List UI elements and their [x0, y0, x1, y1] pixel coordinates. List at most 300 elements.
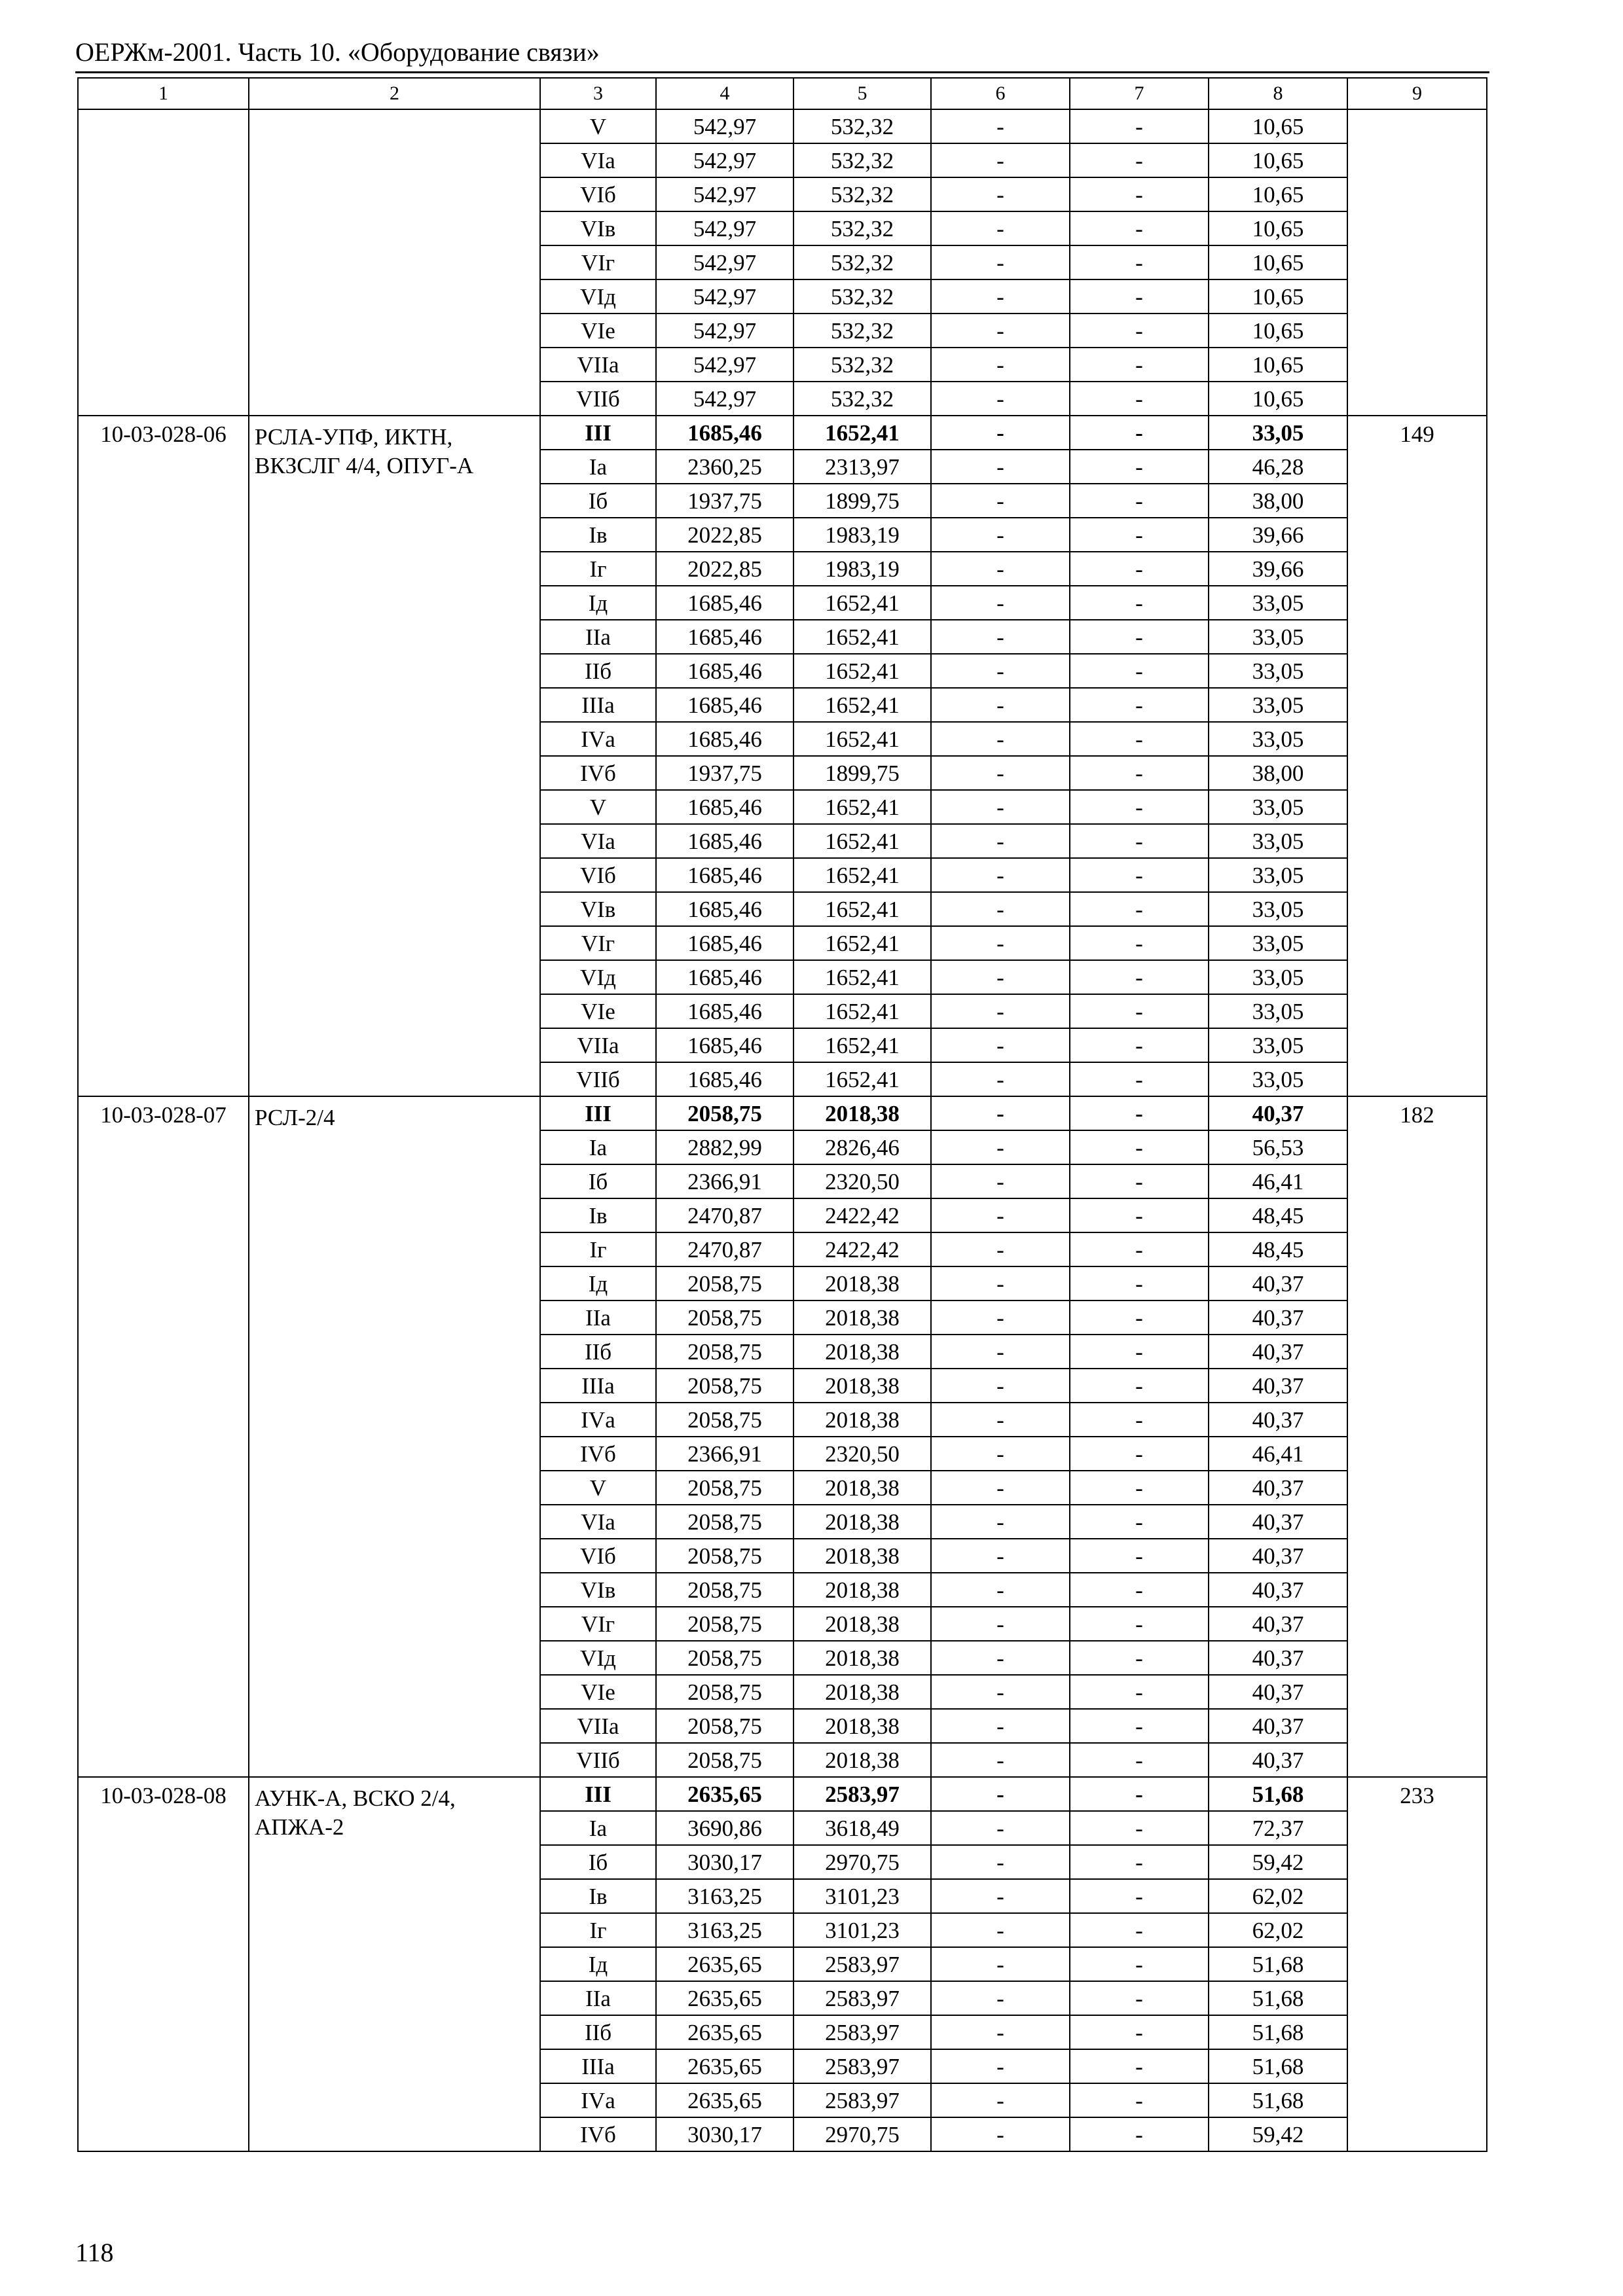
- zone-cell: IVб: [540, 1437, 656, 1471]
- col7-cell: -: [1070, 688, 1209, 722]
- zone-cell: IIа: [540, 1981, 656, 2015]
- col7-cell: -: [1070, 552, 1209, 586]
- col4-cell: 2022,85: [656, 552, 793, 586]
- col4-cell: 542,97: [656, 348, 793, 382]
- col8-cell: 62,02: [1209, 1913, 1347, 1947]
- table-row: [78, 1096, 1487, 1130]
- col7-cell: -: [1070, 960, 1209, 994]
- col7-cell: -: [1070, 1062, 1209, 1096]
- col6-cell: -: [931, 1879, 1070, 1913]
- col4-cell: 2058,75: [656, 1607, 793, 1641]
- col6-cell: -: [931, 1539, 1070, 1573]
- col7-cell: -: [1070, 1096, 1209, 1130]
- col6-cell: -: [931, 109, 1070, 143]
- col6-cell: -: [931, 756, 1070, 790]
- zone-cell: Iд: [540, 1266, 656, 1300]
- col4-cell: 1685,46: [656, 722, 793, 756]
- zone-cell: VIб: [540, 858, 656, 892]
- col4-cell: 2022,85: [656, 518, 793, 552]
- zone-cell: VIа: [540, 143, 656, 177]
- col6-cell: -: [931, 1198, 1070, 1232]
- zone-cell: V: [540, 790, 656, 824]
- col4-cell: 2058,75: [656, 1300, 793, 1335]
- col8-cell: 48,45: [1209, 1198, 1347, 1232]
- col5-cell: 2583,97: [793, 2083, 931, 2117]
- col5-cell: 2970,75: [793, 2117, 931, 2151]
- col5-cell: 2018,38: [793, 1300, 931, 1335]
- col8-cell: 40,37: [1209, 1607, 1347, 1641]
- zone-cell: IVа: [540, 2083, 656, 2117]
- col7-cell: -: [1070, 994, 1209, 1028]
- col5-cell: 2583,97: [793, 2049, 931, 2083]
- col4-cell: 2470,87: [656, 1198, 793, 1232]
- col5-cell: 532,32: [793, 279, 931, 314]
- col4-cell: 542,97: [656, 211, 793, 245]
- col7-cell: -: [1070, 1743, 1209, 1777]
- zone-cell: Iа: [540, 450, 656, 484]
- col4-cell: 2058,75: [656, 1573, 793, 1607]
- table-body: [78, 78, 1487, 2151]
- col6-cell: -: [931, 2015, 1070, 2049]
- col4-cell: 2058,75: [656, 1403, 793, 1437]
- col6-cell: -: [931, 1743, 1070, 1777]
- col7-cell: -: [1070, 2015, 1209, 2049]
- col6-cell: -: [931, 1913, 1070, 1947]
- col5-cell: 2018,38: [793, 1403, 931, 1437]
- col4-cell: 2058,75: [656, 1266, 793, 1300]
- col5-cell: 2583,97: [793, 2015, 931, 2049]
- col7-cell: -: [1070, 1028, 1209, 1062]
- zone-cell: VIIа: [540, 348, 656, 382]
- col4-cell: 1685,46: [656, 1062, 793, 1096]
- column-number: 1: [78, 78, 249, 109]
- col5-cell: 2826,46: [793, 1130, 931, 1164]
- col5-cell: 1652,41: [793, 790, 931, 824]
- col4-cell: 2635,65: [656, 1981, 793, 2015]
- col8-cell: 51,68: [1209, 2015, 1347, 2049]
- zone-cell: VIб: [540, 177, 656, 211]
- item-code-cell: [78, 109, 249, 416]
- col8-cell: 33,05: [1209, 926, 1347, 960]
- col8-cell: 39,66: [1209, 518, 1347, 552]
- zone-cell: VIIа: [540, 1709, 656, 1743]
- col5-cell: 2018,38: [793, 1641, 931, 1675]
- column-number: 4: [656, 78, 793, 109]
- col5-cell: 2018,38: [793, 1539, 931, 1573]
- col7-cell: -: [1070, 1164, 1209, 1198]
- col5-cell: 1652,41: [793, 858, 931, 892]
- col5-cell: 2583,97: [793, 1981, 931, 2015]
- col6-cell: -: [931, 1471, 1070, 1505]
- col8-cell: 10,65: [1209, 143, 1347, 177]
- col5-cell: 2018,38: [793, 1369, 931, 1403]
- col4-cell: 1685,46: [656, 926, 793, 960]
- zone-cell: IIа: [540, 1300, 656, 1335]
- col5-cell: 1652,41: [793, 416, 931, 450]
- col6-cell: -: [931, 1811, 1070, 1845]
- col4-cell: 2470,87: [656, 1232, 793, 1266]
- col8-cell: 59,42: [1209, 1845, 1347, 1879]
- col8-cell: 10,65: [1209, 177, 1347, 211]
- col5-cell: 2422,42: [793, 1232, 931, 1266]
- zone-cell: VIг: [540, 245, 656, 279]
- zone-cell: Iа: [540, 1130, 656, 1164]
- col5-cell: 532,32: [793, 177, 931, 211]
- col6-cell: -: [931, 1437, 1070, 1471]
- col7-cell: -: [1070, 1130, 1209, 1164]
- col6-cell: -: [931, 484, 1070, 518]
- column-number-row: [78, 78, 1487, 109]
- col5-cell: 2583,97: [793, 1947, 931, 1981]
- zone-cell: Iв: [540, 1198, 656, 1232]
- col4-cell: 2882,99: [656, 1130, 793, 1164]
- col6-cell: -: [931, 620, 1070, 654]
- col7-cell: -: [1070, 2049, 1209, 2083]
- col7-cell: -: [1070, 1335, 1209, 1369]
- col6-cell: -: [931, 1335, 1070, 1369]
- item-name-cell: РСЛА-УПФ, ИКТН, ВКЗСЛГ 4/4, ОПУГ-А: [249, 416, 540, 1096]
- col5-cell: 1652,41: [793, 688, 931, 722]
- col6-cell: -: [931, 2083, 1070, 2117]
- col7-cell: -: [1070, 756, 1209, 790]
- col4-cell: 3690,86: [656, 1811, 793, 1845]
- zone-cell: IIIа: [540, 1369, 656, 1403]
- col5-cell: 2313,97: [793, 450, 931, 484]
- col7-cell: -: [1070, 1437, 1209, 1471]
- col6-cell: -: [931, 1947, 1070, 1981]
- col6-cell: -: [931, 1607, 1070, 1641]
- col7-cell: -: [1070, 245, 1209, 279]
- zone-cell: IIб: [540, 1335, 656, 1369]
- zone-cell: Iб: [540, 1845, 656, 1879]
- col4-cell: 1685,46: [656, 960, 793, 994]
- col7-cell: -: [1070, 1709, 1209, 1743]
- col4-cell: 2366,91: [656, 1437, 793, 1471]
- col6-cell: -: [931, 518, 1070, 552]
- col6-cell: -: [931, 382, 1070, 416]
- col8-cell: 40,37: [1209, 1641, 1347, 1675]
- zone-cell: IIб: [540, 2015, 656, 2049]
- col4-cell: 542,97: [656, 314, 793, 348]
- col7-cell: -: [1070, 926, 1209, 960]
- col7-cell: -: [1070, 824, 1209, 858]
- col5-cell: 532,32: [793, 314, 931, 348]
- col6-cell: -: [931, 1981, 1070, 2015]
- col7-cell: -: [1070, 143, 1209, 177]
- col6-cell: -: [931, 1709, 1070, 1743]
- col7-cell: -: [1070, 722, 1209, 756]
- col6-cell: -: [931, 348, 1070, 382]
- col6-cell: -: [931, 926, 1070, 960]
- col4-cell: 1685,46: [656, 586, 793, 620]
- col6-cell: -: [931, 211, 1070, 245]
- col4-cell: 2058,75: [656, 1369, 793, 1403]
- col4-cell: 1685,46: [656, 790, 793, 824]
- col5-cell: 532,32: [793, 348, 931, 382]
- table-row: [78, 109, 1487, 143]
- col5-cell: 2018,38: [793, 1573, 931, 1607]
- col5-cell: 2018,38: [793, 1675, 931, 1709]
- zone-cell: VIв: [540, 211, 656, 245]
- col4-cell: 1685,46: [656, 620, 793, 654]
- col5-cell: 3101,23: [793, 1913, 931, 1947]
- col5-cell: 532,32: [793, 143, 931, 177]
- col6-cell: -: [931, 586, 1070, 620]
- col6-cell: -: [931, 1096, 1070, 1130]
- col8-cell: 38,00: [1209, 756, 1347, 790]
- col8-cell: 40,37: [1209, 1675, 1347, 1709]
- col4-cell: 542,97: [656, 109, 793, 143]
- col8-cell: 33,05: [1209, 960, 1347, 994]
- zone-cell: VIIб: [540, 382, 656, 416]
- col4-cell: 2058,75: [656, 1096, 793, 1130]
- col8-cell: 40,37: [1209, 1709, 1347, 1743]
- col8-cell: 33,05: [1209, 654, 1347, 688]
- col7-cell: -: [1070, 1573, 1209, 1607]
- col6-cell: -: [931, 245, 1070, 279]
- col5-cell: 532,32: [793, 245, 931, 279]
- col4-cell: 1685,46: [656, 994, 793, 1028]
- col7-cell: -: [1070, 1981, 1209, 2015]
- col7-cell: -: [1070, 348, 1209, 382]
- col4-cell: 1685,46: [656, 892, 793, 926]
- col5-cell: 2422,42: [793, 1198, 931, 1232]
- col4-cell: 542,97: [656, 382, 793, 416]
- zone-cell: VIв: [540, 892, 656, 926]
- col5-cell: 532,32: [793, 109, 931, 143]
- col4-cell: 1685,46: [656, 654, 793, 688]
- col7-cell: -: [1070, 484, 1209, 518]
- zone-cell: IIб: [540, 654, 656, 688]
- zone-cell: III: [540, 1096, 656, 1130]
- zone-cell: Iб: [540, 484, 656, 518]
- col8-cell: 40,37: [1209, 1369, 1347, 1403]
- col7-cell: -: [1070, 858, 1209, 892]
- col4-cell: 1937,75: [656, 756, 793, 790]
- zone-cell: Iв: [540, 518, 656, 552]
- col6-cell: -: [931, 279, 1070, 314]
- col8-cell: 72,37: [1209, 1811, 1347, 1845]
- col6-cell: -: [931, 1505, 1070, 1539]
- col7-cell: -: [1070, 1471, 1209, 1505]
- col7-cell: -: [1070, 2083, 1209, 2117]
- col5-cell: 2018,38: [793, 1471, 931, 1505]
- col5-cell: 1652,41: [793, 586, 931, 620]
- column-number: 5: [793, 78, 931, 109]
- col7-cell: -: [1070, 1539, 1209, 1573]
- item-code-cell: 10-03-028-07: [78, 1096, 249, 1777]
- col5-cell: 3101,23: [793, 1879, 931, 1913]
- col4-cell: 1685,46: [656, 688, 793, 722]
- col7-cell: -: [1070, 1505, 1209, 1539]
- col7-cell: -: [1070, 1879, 1209, 1913]
- zone-cell: III: [540, 416, 656, 450]
- col5-cell: 2018,38: [793, 1266, 931, 1300]
- col7-cell: -: [1070, 1369, 1209, 1403]
- item-name-cell: АУНК-А, ВСКО 2/4, АПЖА-2: [249, 1777, 540, 2151]
- zone-cell: VIа: [540, 824, 656, 858]
- col8-cell: 10,65: [1209, 109, 1347, 143]
- column-number: 6: [931, 78, 1070, 109]
- zone-cell: VIг: [540, 1607, 656, 1641]
- zone-cell: Iд: [540, 586, 656, 620]
- col6-cell: -: [931, 688, 1070, 722]
- col6-cell: -: [931, 994, 1070, 1028]
- zone-cell: Iг: [540, 1232, 656, 1266]
- col8-cell: 51,68: [1209, 2083, 1347, 2117]
- col7-cell: -: [1070, 1777, 1209, 1811]
- zone-cell: VIIа: [540, 1028, 656, 1062]
- col5-cell: 2320,50: [793, 1437, 931, 1471]
- col5-cell: 2018,38: [793, 1505, 931, 1539]
- col8-cell: 33,05: [1209, 416, 1347, 450]
- col8-cell: 51,68: [1209, 2049, 1347, 2083]
- zone-cell: VIд: [540, 1641, 656, 1675]
- col8-cell: 33,05: [1209, 586, 1347, 620]
- col5-cell: 1652,41: [793, 1062, 931, 1096]
- col4-cell: 2360,25: [656, 450, 793, 484]
- col5-cell: 3618,49: [793, 1811, 931, 1845]
- col7-cell: -: [1070, 1266, 1209, 1300]
- col8-cell: 33,05: [1209, 790, 1347, 824]
- col6-cell: -: [931, 790, 1070, 824]
- col6-cell: -: [931, 1403, 1070, 1437]
- col6-cell: -: [931, 552, 1070, 586]
- zone-cell: IIIа: [540, 688, 656, 722]
- col6-cell: -: [931, 1232, 1070, 1266]
- col6-cell: -: [931, 450, 1070, 484]
- col5-cell: 2018,38: [793, 1096, 931, 1130]
- col6-cell: -: [931, 824, 1070, 858]
- col4-cell: 2058,75: [656, 1335, 793, 1369]
- col7-cell: -: [1070, 586, 1209, 620]
- col6-cell: -: [931, 858, 1070, 892]
- column-number: 2: [249, 78, 540, 109]
- col7-cell: -: [1070, 518, 1209, 552]
- col7-cell: -: [1070, 1845, 1209, 1879]
- col6-cell: -: [931, 1130, 1070, 1164]
- zone-cell: VIе: [540, 994, 656, 1028]
- zone-cell: VIIб: [540, 1743, 656, 1777]
- col7-cell: -: [1070, 1947, 1209, 1981]
- item-code-cell: 10-03-028-06: [78, 416, 249, 1096]
- col5-cell: 1652,41: [793, 960, 931, 994]
- col7-cell: -: [1070, 450, 1209, 484]
- col5-cell: 2018,38: [793, 1607, 931, 1641]
- col8-cell: 46,41: [1209, 1164, 1347, 1198]
- col9-cell: [1347, 109, 1487, 416]
- col6-cell: -: [931, 1266, 1070, 1300]
- column-number: 3: [540, 78, 656, 109]
- col5-cell: 1983,19: [793, 552, 931, 586]
- col4-cell: 2366,91: [656, 1164, 793, 1198]
- col5-cell: 1899,75: [793, 484, 931, 518]
- page-number: 118: [75, 2238, 114, 2267]
- zone-cell: Iб: [540, 1164, 656, 1198]
- col4-cell: 3163,25: [656, 1913, 793, 1947]
- col4-cell: 1685,46: [656, 824, 793, 858]
- col4-cell: 2058,75: [656, 1471, 793, 1505]
- col4-cell: 1685,46: [656, 416, 793, 450]
- col5-cell: 532,32: [793, 382, 931, 416]
- col7-cell: -: [1070, 1232, 1209, 1266]
- col7-cell: -: [1070, 1811, 1209, 1845]
- col4-cell: 2635,65: [656, 1947, 793, 1981]
- col8-cell: 33,05: [1209, 1028, 1347, 1062]
- col4-cell: 2058,75: [656, 1539, 793, 1573]
- col7-cell: -: [1070, 109, 1209, 143]
- col6-cell: -: [931, 1369, 1070, 1403]
- col8-cell: 40,37: [1209, 1505, 1347, 1539]
- col8-cell: 59,42: [1209, 2117, 1347, 2151]
- col8-cell: 46,28: [1209, 450, 1347, 484]
- col4-cell: 542,97: [656, 279, 793, 314]
- col8-cell: 40,37: [1209, 1335, 1347, 1369]
- col6-cell: -: [931, 1300, 1070, 1335]
- col8-cell: 10,65: [1209, 245, 1347, 279]
- col8-cell: 40,37: [1209, 1096, 1347, 1130]
- col5-cell: 1652,41: [793, 620, 931, 654]
- col4-cell: 2058,75: [656, 1505, 793, 1539]
- column-number: 9: [1347, 78, 1487, 109]
- item-name-cell: [249, 109, 540, 416]
- col8-cell: 40,37: [1209, 1300, 1347, 1335]
- zone-cell: Iг: [540, 1913, 656, 1947]
- col8-cell: 40,37: [1209, 1403, 1347, 1437]
- col5-cell: 2018,38: [793, 1335, 931, 1369]
- zone-cell: Iг: [540, 552, 656, 586]
- col5-cell: 1652,41: [793, 892, 931, 926]
- table-row: [78, 416, 1487, 450]
- col4-cell: 2635,65: [656, 2015, 793, 2049]
- col8-cell: 33,05: [1209, 688, 1347, 722]
- col6-cell: -: [931, 416, 1070, 450]
- col7-cell: -: [1070, 1675, 1209, 1709]
- col7-cell: -: [1070, 1913, 1209, 1947]
- col8-cell: 10,65: [1209, 382, 1347, 416]
- col8-cell: 10,65: [1209, 314, 1347, 348]
- item-code-cell: 10-03-028-08: [78, 1777, 249, 2151]
- col6-cell: -: [931, 1164, 1070, 1198]
- col7-cell: -: [1070, 1403, 1209, 1437]
- col8-cell: 33,05: [1209, 994, 1347, 1028]
- col6-cell: -: [931, 314, 1070, 348]
- col8-cell: 51,68: [1209, 1947, 1347, 1981]
- col8-cell: 51,68: [1209, 1981, 1347, 2015]
- col8-cell: 33,05: [1209, 620, 1347, 654]
- zone-cell: Iа: [540, 1811, 656, 1845]
- zone-cell: VIIб: [540, 1062, 656, 1096]
- col7-cell: -: [1070, 211, 1209, 245]
- col7-cell: -: [1070, 620, 1209, 654]
- col4-cell: 3030,17: [656, 2117, 793, 2151]
- zone-cell: III: [540, 1777, 656, 1811]
- col5-cell: 1652,41: [793, 654, 931, 688]
- zone-cell: IVб: [540, 756, 656, 790]
- col8-cell: 33,05: [1209, 722, 1347, 756]
- col7-cell: -: [1070, 1300, 1209, 1335]
- zone-cell: VIд: [540, 279, 656, 314]
- col5-cell: 532,32: [793, 211, 931, 245]
- zone-cell: VIг: [540, 926, 656, 960]
- col6-cell: -: [931, 654, 1070, 688]
- col4-cell: 542,97: [656, 143, 793, 177]
- zone-cell: Iв: [540, 1879, 656, 1913]
- col4-cell: 2635,65: [656, 2049, 793, 2083]
- col5-cell: 2970,75: [793, 1845, 931, 1879]
- col6-cell: -: [931, 1028, 1070, 1062]
- col9-cell: 149: [1347, 416, 1487, 1096]
